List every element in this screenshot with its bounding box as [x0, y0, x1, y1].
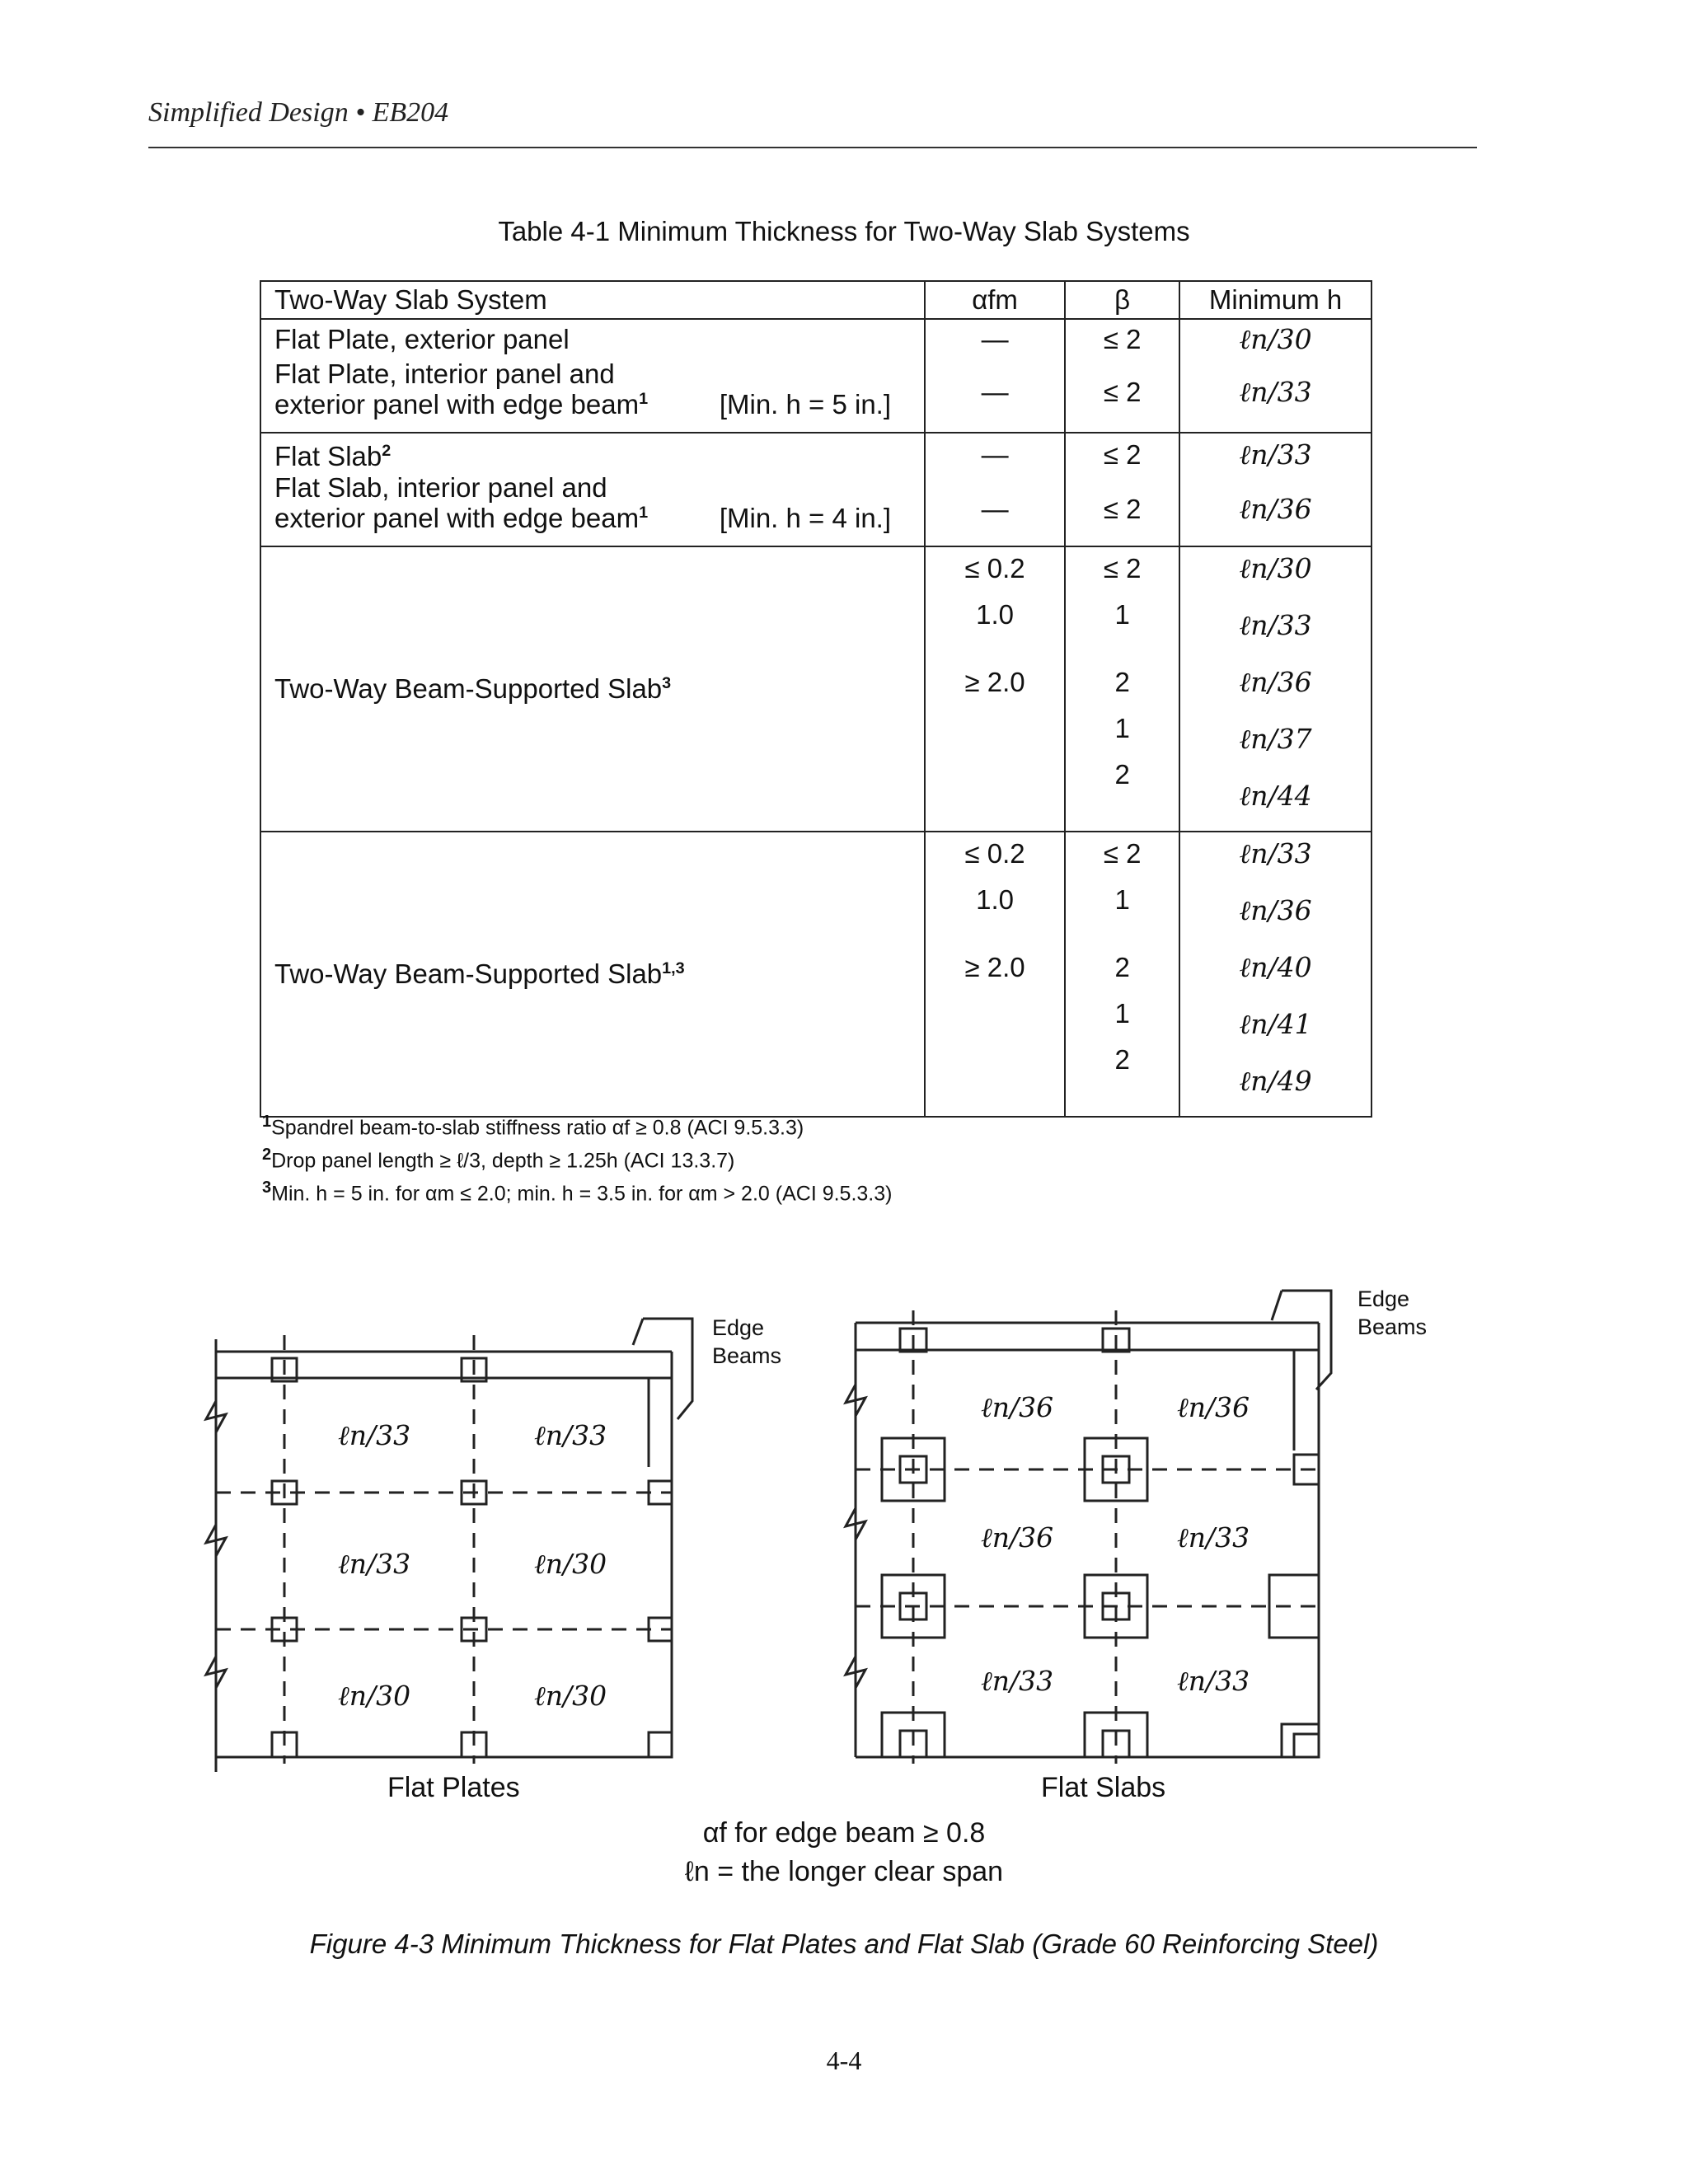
- flat-slabs-label: Flat Slabs: [1041, 1772, 1166, 1803]
- flat-plates-drawing: [206, 1319, 692, 1772]
- panel-label: ℓn/33: [338, 1419, 411, 1451]
- system-line: Flat Slab, interior panel and: [274, 472, 607, 504]
- header-system: Two-Way Slab System: [260, 281, 925, 319]
- system-label: Two-Way Beam-Supported Slab$^3$: [274, 673, 672, 705]
- flat-slabs-drawing: [846, 1291, 1331, 1764]
- beta-cell: ≤ 2 1 2 1 2: [1065, 832, 1179, 1117]
- system-line: Flat Plate, interior panel and: [274, 359, 615, 390]
- min-h-cell: ℓn/30 ℓn/33: [1179, 319, 1372, 433]
- table-row: [260, 319, 1372, 433]
- system-cell: [260, 433, 925, 546]
- table-title: Table 4-1 Minimum Thickness for Two-Way Slab Systems: [498, 216, 1190, 246]
- system-label: Two-Way Beam-Supported Slab$^{1,3}$: [274, 958, 685, 990]
- system-line: exterior panel with edge beam$^1$: [274, 388, 649, 419]
- table-row: [260, 546, 1372, 832]
- panel-label: ℓn/30: [338, 1680, 411, 1712]
- alpha-cell: ≤ 0.2 1.0 ≥ 2.0: [925, 832, 1065, 1117]
- alpha-cell: ≤ 0.2 1.0 ≥ 2.0: [925, 546, 1065, 832]
- panel-label: ℓn/36: [1177, 1391, 1250, 1423]
- min-h-cell: ℓn/33 ℓn/36 ℓn/40 ℓn/41 ℓn/49: [1179, 832, 1372, 1117]
- thickness-table: [260, 280, 1372, 1118]
- edge-beams-label-left: Edge Beams: [712, 1315, 782, 1368]
- beta-cell: ≤ 2 1 2 1 2: [1065, 546, 1179, 832]
- header-beta: β: [1065, 281, 1179, 319]
- min-h-cell: ℓn/33 ℓn/36: [1179, 433, 1372, 546]
- panel-label: ℓn/33: [1177, 1665, 1250, 1697]
- header-rule: [148, 147, 1477, 148]
- table-row: [260, 433, 1372, 546]
- alpha-cell: — —: [925, 433, 1065, 546]
- system-cell: [260, 319, 925, 433]
- footnote-3: $^3$Min. h = 5 in. for αm ≤ 2.0; min. h = 3.5 in. for αm > 2.0 (ACI 9.5.3.3): [262, 1179, 893, 1206]
- system-cell: [260, 832, 925, 1117]
- slab-plan-figure: [0, 1269, 1688, 1797]
- footnote-2: $^2$Drop panel length ≥ ℓ/3, depth ≥ 1.25h (ACI 13.3.7): [262, 1146, 735, 1173]
- panel-label: ℓn/33: [1177, 1521, 1250, 1554]
- min-note: [Min. h = 5 in.]: [719, 388, 892, 419]
- header-alpha: αfm: [925, 281, 1065, 319]
- header-min-h: Minimum h: [1179, 281, 1372, 319]
- edge-beams-label-right: Edge Beams: [1357, 1286, 1428, 1339]
- beta-cell: ≤ 2 ≤ 2: [1065, 319, 1179, 433]
- legend-line-1: αf for edge beam ≥ 0.8: [702, 1817, 986, 1849]
- running-head: Simplified Design • EB204: [148, 97, 449, 128]
- table-header-row: [260, 281, 1372, 319]
- system-line: Flat Plate, exterior panel: [274, 324, 570, 355]
- page-number: 4-4: [826, 2046, 862, 2075]
- legend-line-2: ℓn = the longer clear span: [684, 1856, 1004, 1887]
- table-row: [260, 832, 1372, 1117]
- panel-label: ℓn/33: [338, 1548, 411, 1580]
- alpha-cell: — —: [925, 319, 1065, 433]
- system-cell: [260, 546, 925, 832]
- min-note: [Min. h = 4 in.]: [719, 502, 892, 533]
- min-h-cell: ℓn/30 ℓn/33 ℓn/36 ℓn/37 ℓn/44: [1179, 546, 1372, 832]
- panel-label: ℓn/33: [981, 1665, 1054, 1697]
- panel-label: ℓn/33: [534, 1419, 607, 1451]
- footnote-1: $^1$Spandrel beam-to-slab stiffness ratio αf ≥ 0.8 (ACI 9.5.3.3): [262, 1113, 804, 1140]
- panel-label: ℓn/36: [981, 1521, 1054, 1554]
- figure-caption: Figure 4-3 Minimum Thickness for Flat Plates and Flat Slab (Grade 60 Reinforcing Steel): [309, 1929, 1379, 1959]
- panel-label: ℓn/30: [534, 1548, 607, 1580]
- system-line: Flat Slab$^2$: [274, 441, 392, 472]
- panel-label: ℓn/30: [534, 1680, 607, 1712]
- panel-label: ℓn/36: [981, 1391, 1054, 1423]
- flat-plates-label: Flat Plates: [387, 1772, 520, 1803]
- beta-cell: ≤ 2 ≤ 2: [1065, 433, 1179, 546]
- system-line: exterior panel with edge beam$^1$: [274, 502, 649, 533]
